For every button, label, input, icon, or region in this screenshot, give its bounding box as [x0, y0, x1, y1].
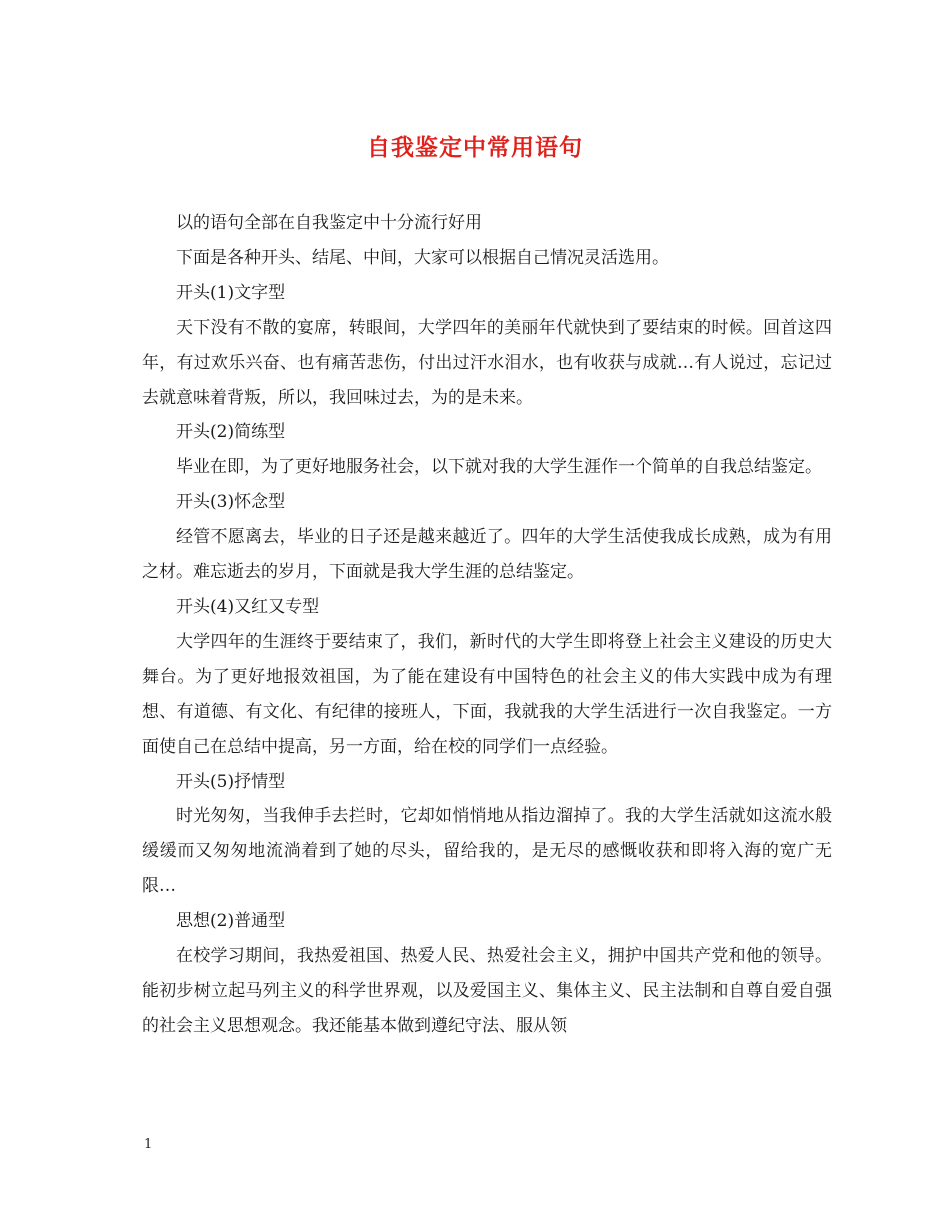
paragraph-opening-4: 大学四年的生涯终于要结束了，我们，新时代的大学生即将登上社会主义建设的历史大舞台。为了更好地报效祖国，为了能在建设有中国特色的社会主义的伟大实践中成为有理想、有道德、有文化、有纪律的接班人，下面，我就我的大学生活进行一次自我鉴定。一方面使自己在总结中提高，另一方面，给在校的同学们一点经验。 [142, 631, 832, 757]
paragraph-opening-3: 经管不愿离去，毕业的日子还是越来越近了。四年的大学生活使我成长成熟，成为有用之材。难忘逝去的岁月，下面就是我大学生涯的总结鉴定。 [142, 527, 832, 583]
paragraph-thought-2: 在校学习期间，我热爱祖国、热爱人民、热爱社会主义，拥护中国共产党和他的领导。能初步树立起马列主义的科学世界观，以及爱国主义、集体主义、民主法制和自尊自爱自强的社会主义思想观念。我还能基本做到遵纪守法、服从领 [142, 946, 832, 1036]
page-number: 1 [144, 1137, 153, 1152]
section-heading-thought-2: 思想(2)普通型 [176, 911, 286, 932]
document-body [142, 206, 832, 1044]
paragraph-opening-2: 毕业在即，为了更好地服务社会，以下就对我的大学生涯作一个简单的自我总结鉴定。 [176, 457, 822, 478]
paragraph-usage-note: 下面是各种开头、结尾、中间，大家可以根据自己情况灵活选用。 [176, 247, 669, 268]
paragraph-opening-5: 时光匆匆，当我伸手去拦时，它却如悄悄地从指边溜掉了。我的大学生活就如这流水般缓缓而又匆匆地流淌着到了她的尽头，留给我的，是无尽的感慨收获和即将入海的宽广无限… [142, 806, 832, 897]
section-heading-opening-2: 开头(2)简练型 [176, 422, 286, 443]
section-heading-opening-3: 开头(3)怀念型 [176, 492, 286, 513]
section-heading-opening-4: 开头(4)又红又专型 [176, 596, 320, 617]
section-heading-opening-5: 开头(5)抒情型 [176, 771, 286, 792]
document-title: 自我鉴定中常用语句 [367, 134, 583, 161]
paragraph-opening-1: 天下没有不散的宴席，转眼间，大学四年的美丽年代就快到了要结束的时候。回首这四年，有过欢乐兴奋、也有痛苦悲伤，付出过汗水泪水，也有收获与成就…有人说过，忘记过去就意味着背叛，所以，我回味过去，为的是未来。 [142, 317, 832, 408]
section-heading-opening-1: 开头(1)文字型 [176, 282, 286, 303]
paragraph-intro: 以的语句全部在自我鉴定中十分流行好用 [176, 213, 482, 233]
